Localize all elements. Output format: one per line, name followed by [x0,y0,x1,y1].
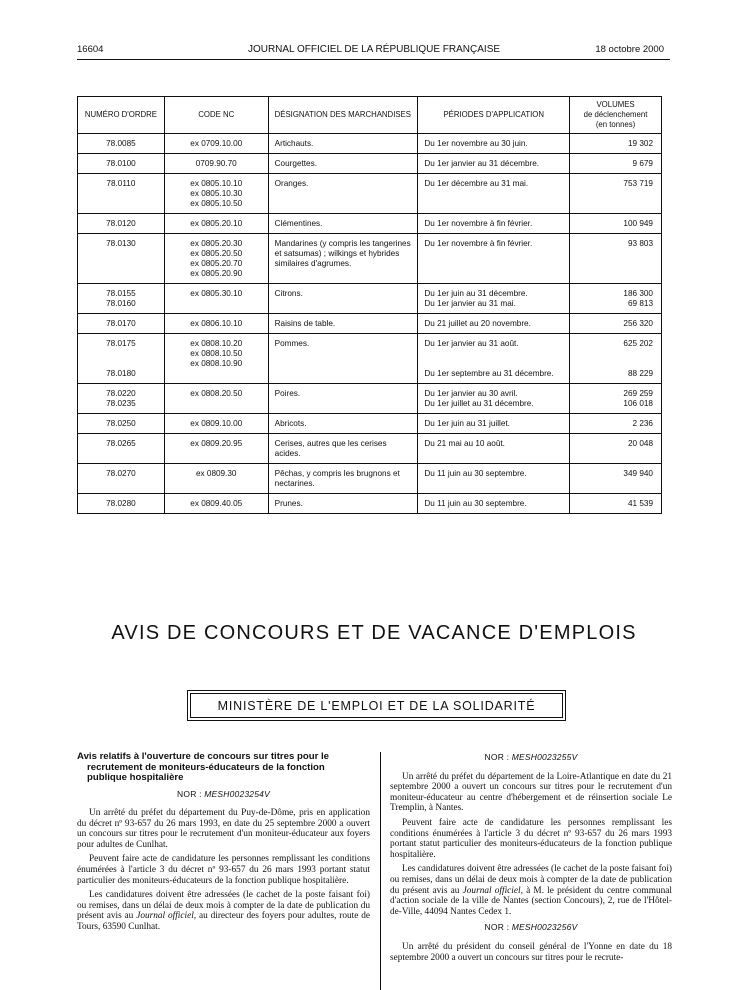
table-row [78,234,662,284]
col-header-volume: VOLUMES de déclenchement (en tonnes) [570,97,662,134]
table-row [78,464,662,494]
volume-cell: 349 940 [570,464,662,494]
nc-code-cell: ex 0809.20.95 [164,434,268,464]
designation-cell: Mandarines (y compris les tangerines et satsumas) ; wilkings et hybrides similaires d'agrumes. [268,234,418,284]
nc-code-cell: ex 0805.30.10 [164,284,268,314]
paragraph: Peuvent faire acte de candidature les personnes remplissant les conditions énumérées à l'article 3 du décret nº 93-657 du 26 mars 1993 portant statut particulier des moniteurs-éducateurs de la fonction publique hospitalière. [77,854,370,886]
table-header-row [78,97,662,134]
order-number-cell: 78.0250 [78,414,165,434]
paragraph-text: à M. le président du centre communal d'action sociale de la ville de Nantes (section Concours), 2, rue de l'Hôtel-de-Ville, 44094 Nantes Cedex 1. [390,885,672,917]
notice-heading-line-1: Avis relatifs à l'ouverture de concours sur titres pour le [77,751,329,762]
section-title: AVIS DE CONCOURS ET DE VACANCE D'EMPLOIS [111,622,637,644]
volume-cell: 41 539 [570,494,662,514]
designation-cell: Citrons. [268,284,418,314]
designation-cell: Prunes. [268,494,418,514]
order-number-cell: 78.0110 [78,174,165,214]
volume-cell: 625 202 88 229 [570,334,662,384]
paragraph: Un arrêté du président du conseil général de l'Yonne en date du 18 septembre 2000 a ouvert un concours sur titres pour le recrute- [390,941,672,963]
paragraph-text: au directeur des foyers pour adultes, route de Tours, 63590 Cunlhat. [77,911,370,933]
period-cell: Du 11 juin au 30 septembre. [418,464,570,494]
designation-cell: Pêchas, y compris les brugnons et nectarines. [268,464,418,494]
paragraph: Un arrêté du préfet du département de la Loire-Atlantique en date du 21 septembre 2000 a ouvert un concours sur titres pour le recrutement d'un moniteur-éducateur au centre d'hébergement et de réinsertion sociale Le Tremplin, à Nantes. [390,771,672,814]
nor-code: MESH0023255V [511,752,578,762]
nc-code-cell: ex 0808.10.20 ex 0808.10.50 ex 0808.10.90 [164,334,268,384]
designation-cell: Cerises, autres que les cerises acides. [268,434,418,464]
order-number-cell: 78.0130 [78,234,165,284]
period-cell: Du 21 juillet au 20 novembre. [418,314,570,334]
table-row [78,284,662,314]
nc-code-cell: ex 0709.10.00 [164,134,268,154]
order-number-cell: 78.0265 [78,434,165,464]
tariff-table [77,96,662,514]
nor-reference [390,922,672,933]
ministry-name: MINISTÈRE DE L'EMPLOI ET DE LA SOLIDARITÉ [217,698,536,713]
period-cell: Du 1er décembre au 31 mai. [418,174,570,214]
table-row [78,384,662,414]
journal-title: JOURNAL OFFICIEL DE LA RÉPUBLIQUE FRANÇAISE [247,44,501,55]
paragraph-text: Les candidatures doivent être adressées (le cachet de la poste faisant foi) ou remises, dans un délai de deux mois à compter de la date de publication du présent avis au [77,890,370,922]
page-number: 16604 [77,44,104,55]
table-row [78,134,662,154]
nc-code-cell: ex 0805.10.10 ex 0805.10.30 ex 0805.10.50 [164,174,268,214]
volume-cell: 753 719 [570,174,662,214]
table-body [78,134,662,514]
table-row [78,434,662,464]
order-number-cell: 78.0100 [78,154,165,174]
left-column [77,752,370,937]
volume-cell: 256 320 [570,314,662,334]
right-column [390,752,672,967]
period-cell: Du 11 juin au 30 septembre. [418,494,570,514]
paragraph [77,890,370,932]
period-cell: Du 1er janvier au 31 août. Du 1er septembre au 31 décembre. [418,334,570,384]
volume-cell: 100 949 [570,214,662,234]
table-row [78,154,662,174]
table-row [78,214,662,234]
order-number-cell: 78.0220 78.0235 [78,384,165,414]
nc-code-cell: ex 0809.40.05 [164,494,268,514]
paragraph: Un arrêté du préfet du département du Puy-de-Dôme, pris en application du décret nº 93-657 du 26 mars 1993, en date du 25 septembre 2000 a ouvert un concours sur titres pour le recrutement d'un moniteur-éducateur aux foyers pour adultes de Cunlhat. [77,808,370,850]
period-cell: Du 1er janvier au 31 décembre. [418,154,570,174]
nor-code: MESH0023254V [204,788,270,799]
order-number-cell: 78.0280 [78,494,165,514]
designation-cell: Abricots. [268,414,418,434]
nor-reference [77,789,370,800]
order-number-cell: 78.0155 78.0160 [78,284,165,314]
nc-code-cell: ex 0805.20.10 [164,214,268,234]
order-number-cell: 78.0170 [78,314,165,334]
nor-label: NOR : [177,788,202,799]
nc-code-cell: ex 0809.10.00 [164,414,268,434]
journal-officiel-ref: Journal officiel, [136,911,197,922]
table-row [78,414,662,434]
col-header-designation: DÉSIGNATION DES MARCHANDISES [268,97,418,134]
designation-cell: Courgettes. [268,154,418,174]
period-cell: Du 1er juin au 31 décembre. Du 1er janvier au 31 mai. [418,284,570,314]
nc-code-cell: ex 0808.20.50 [164,384,268,414]
volume-cell: 269 259 106 018 [570,384,662,414]
col-header-ordre: NUMÉRO D'ORDRE [78,97,165,134]
table-row [78,494,662,514]
col-header-periode: PÉRIODES D'APPLICATION [418,97,570,134]
period-cell: Du 1er novembre au 30 juin. [418,134,570,154]
ministry-box [190,693,563,718]
notice-heading [77,752,370,784]
nc-code-cell: 0709.90.70 [164,154,268,174]
designation-cell: Clémentines. [268,214,418,234]
designation-cell: Raisins de table. [268,314,418,334]
paragraph-text: Les candidatures doivent être adressées (le cachet de la poste faisant foi) ou remises, dans un délai de deux mois à compter de la date de publication du présent avis au [390,864,672,896]
nc-code-cell: ex 0806.10.10 [164,314,268,334]
volume-cell: 2 236 [570,414,662,434]
designation-cell: Pommes. [268,334,418,384]
period-cell: Du 1er novembre à fin février. [418,234,570,284]
issue-date: 18 octobre 2000 [595,44,664,55]
nor-code: MESH0023256V [511,922,578,933]
period-cell: Du 1er novembre à fin février. [418,214,570,234]
volume-cell: 20 048 [570,434,662,464]
period-cell: Du 21 mai au 10 août. [418,434,570,464]
col-header-code: CODE NC [164,97,268,134]
paragraph: Peuvent faire acte de candidature les personnes remplissant les conditions énumérées à l'article 3 du décret nº 93-657 du 26 mars 1993 portant statut particulier des moniteurs-éducateurs de la fonction publique hospitalière. [390,817,672,860]
notice-heading-line-2: recrutement de moniteurs-éducateurs de la fonction [87,761,325,773]
volume-cell: 93 803 [570,234,662,284]
nor-reference [390,752,672,763]
nc-code-cell: ex 0805.20.30 ex 0805.20.50 ex 0805.20.70 ex 0805.20.90 [164,234,268,284]
nor-label: NOR : [484,922,510,933]
designation-cell: Oranges. [268,174,418,214]
notice-heading-line-3: publique hospitalière [87,772,184,783]
table-row [78,174,662,214]
order-number-cell: 78.0270 [78,464,165,494]
volume-cell: 19 302 [570,134,662,154]
order-number-cell: 78.0085 [78,134,165,154]
volume-cell: 9 679 [570,154,662,174]
order-number-cell: 78.0120 [78,214,165,234]
journal-officiel-ref: Journal officiel, [462,885,523,896]
paragraph [390,864,672,917]
designation-cell: Artichauts. [268,134,418,154]
nc-code-cell: ex 0809.30 [164,464,268,494]
header-rule [77,59,670,60]
table-row [78,314,662,334]
order-number-cell: 78.0175 78.0180 [78,334,165,384]
nor-label: NOR : [484,752,510,762]
column-divider [380,752,381,990]
table-row [78,334,662,384]
volume-cell: 186 300 69 813 [570,284,662,314]
designation-cell: Poires. [268,384,418,414]
period-cell: Du 1er juin au 31 juillet. [418,414,570,434]
period-cell: Du 1er janvier au 30 avril. Du 1er juillet au 31 décembre. [418,384,570,414]
